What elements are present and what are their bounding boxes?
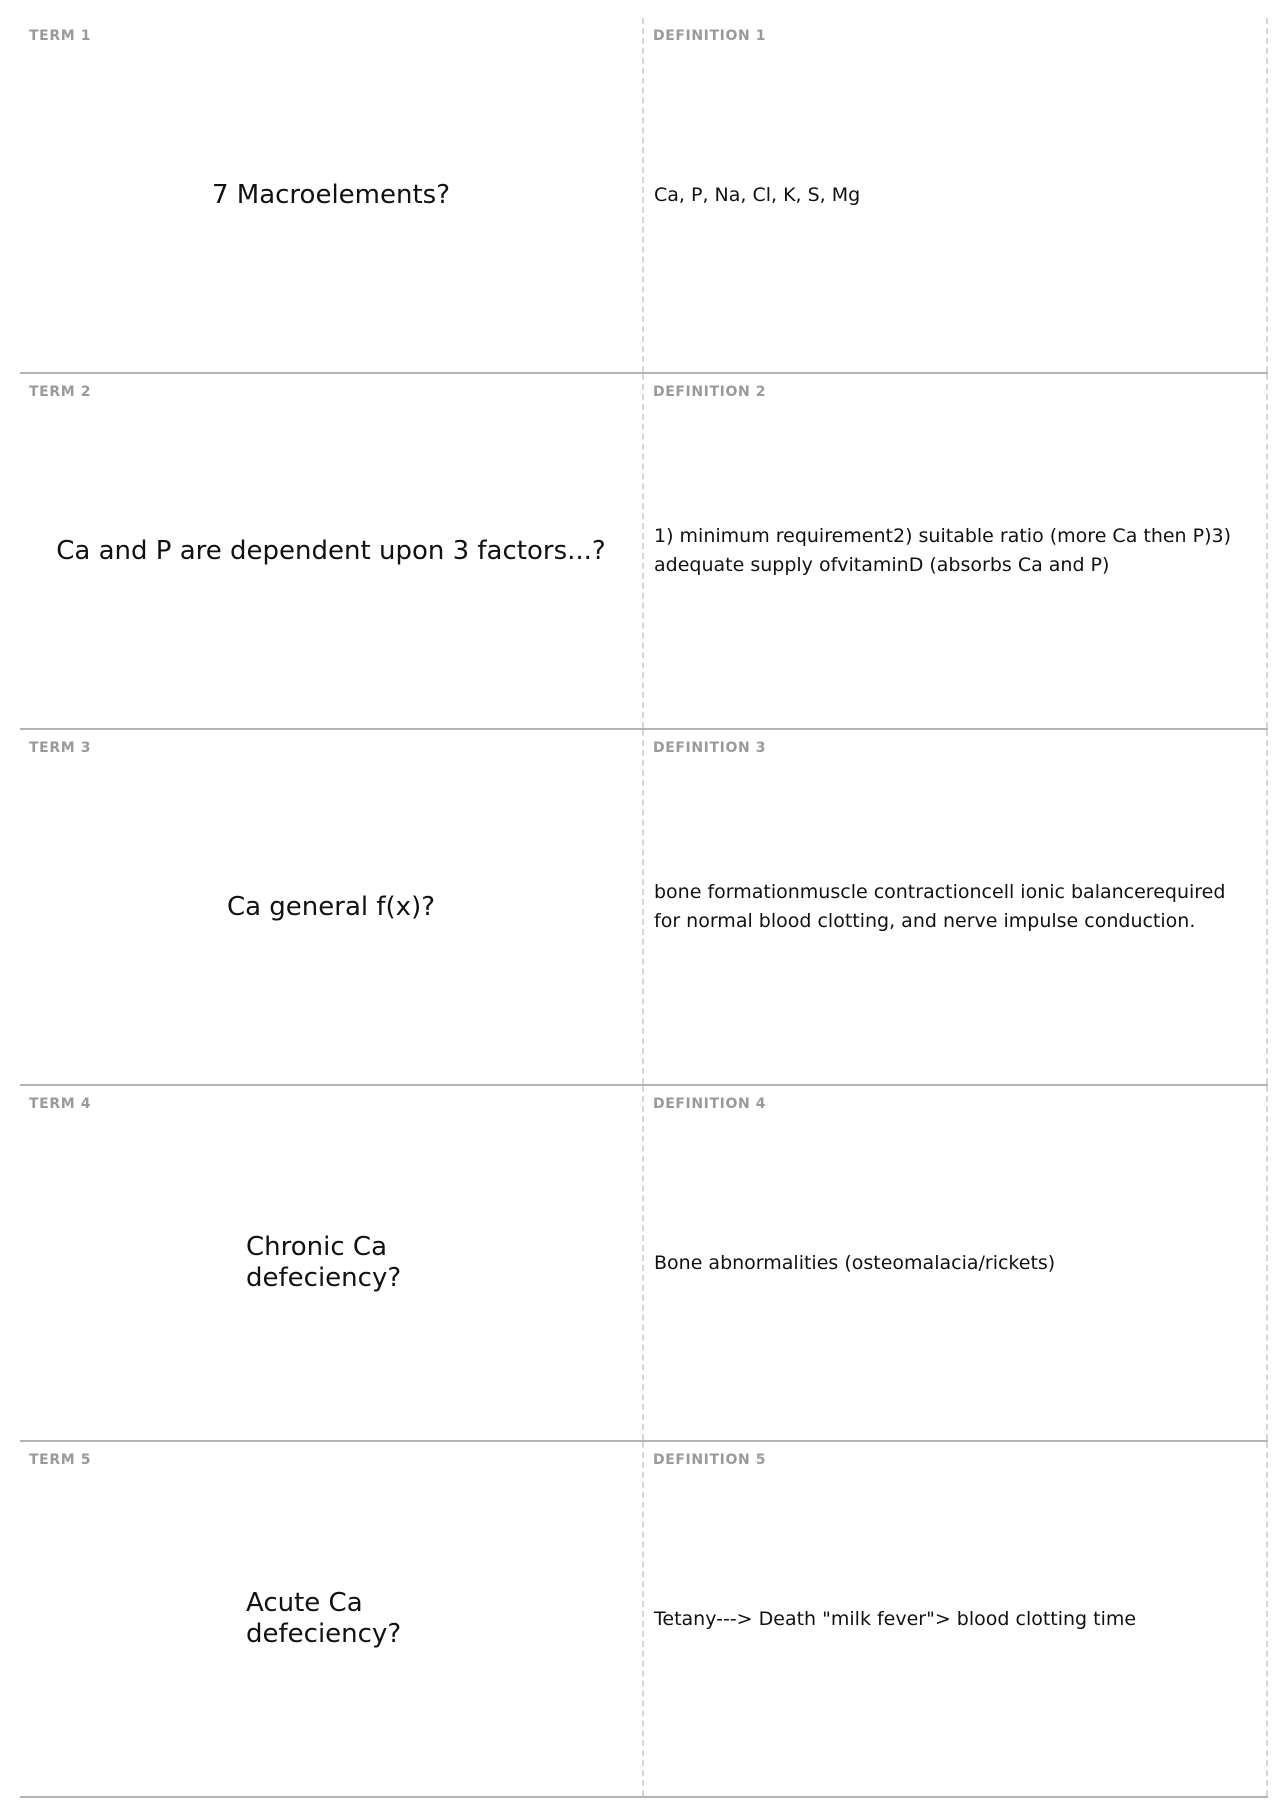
definition-label: DEFINITION 4 bbox=[653, 1096, 767, 1112]
definition-body bbox=[644, 374, 1266, 728]
term-body bbox=[20, 1442, 642, 1796]
definition-cell bbox=[644, 374, 1268, 728]
term-label: TERM 3 bbox=[29, 740, 92, 756]
definition-body bbox=[644, 1086, 1266, 1440]
definition-cell bbox=[644, 730, 1268, 1084]
card-row-1 bbox=[20, 18, 1268, 374]
term-text: Ca and P are dependent upon 3 factors...? bbox=[56, 535, 606, 566]
definition-cell bbox=[644, 18, 1268, 372]
card-row-3 bbox=[20, 730, 1268, 1086]
term-label: TERM 4 bbox=[29, 1096, 92, 1112]
term-label: TERM 5 bbox=[29, 1452, 92, 1468]
definition-text: 1) minimum requirement2) suitable ratio (more Ca then P)3) adequate supply ofvitaminD (absorbs Ca and P) bbox=[654, 525, 1232, 576]
definition-text: bone formationmuscle contractioncell ionic balancerequired for normal blood clotting, and nerve impulse conduction. bbox=[654, 881, 1226, 932]
term-body bbox=[20, 18, 642, 372]
card-row-4 bbox=[20, 1086, 1268, 1442]
term-cell bbox=[20, 730, 644, 1084]
term-body bbox=[20, 730, 642, 1084]
term-text: 7 Macroelements? bbox=[211, 179, 451, 210]
term-text: Acute Ca defeciency? bbox=[246, 1588, 402, 1649]
term-cell bbox=[20, 1442, 644, 1796]
term-body bbox=[20, 374, 642, 728]
definition-cell bbox=[644, 1442, 1268, 1796]
card-row-2 bbox=[20, 374, 1268, 730]
term-text: Ca general f(x)? bbox=[226, 891, 436, 922]
definition-body bbox=[644, 18, 1266, 372]
definition-label: DEFINITION 3 bbox=[653, 740, 767, 756]
definition-text: Ca, P, Na, Cl, K, S, Mg bbox=[654, 183, 861, 206]
definition-label: DEFINITION 2 bbox=[653, 384, 767, 400]
flashcard-sheet bbox=[20, 18, 1268, 1804]
definition-label: DEFINITION 1 bbox=[653, 28, 767, 44]
term-label: TERM 2 bbox=[29, 384, 92, 400]
definition-text: Tetany---> Death "milk fever"> blood clotting time bbox=[654, 1607, 1137, 1630]
term-text: Chronic Ca defeciency? bbox=[246, 1232, 402, 1293]
definition-label: DEFINITION 5 bbox=[653, 1452, 767, 1468]
definition-body bbox=[644, 730, 1266, 1084]
card-row-5 bbox=[20, 1442, 1268, 1798]
term-cell bbox=[20, 374, 644, 728]
definition-text: Bone abnormalities (osteomalacia/rickets) bbox=[654, 1251, 1056, 1274]
term-body bbox=[20, 1086, 642, 1440]
term-cell bbox=[20, 1086, 644, 1440]
term-cell bbox=[20, 18, 644, 372]
definition-cell bbox=[644, 1086, 1268, 1440]
term-label: TERM 1 bbox=[29, 28, 92, 44]
definition-body bbox=[644, 1442, 1266, 1796]
